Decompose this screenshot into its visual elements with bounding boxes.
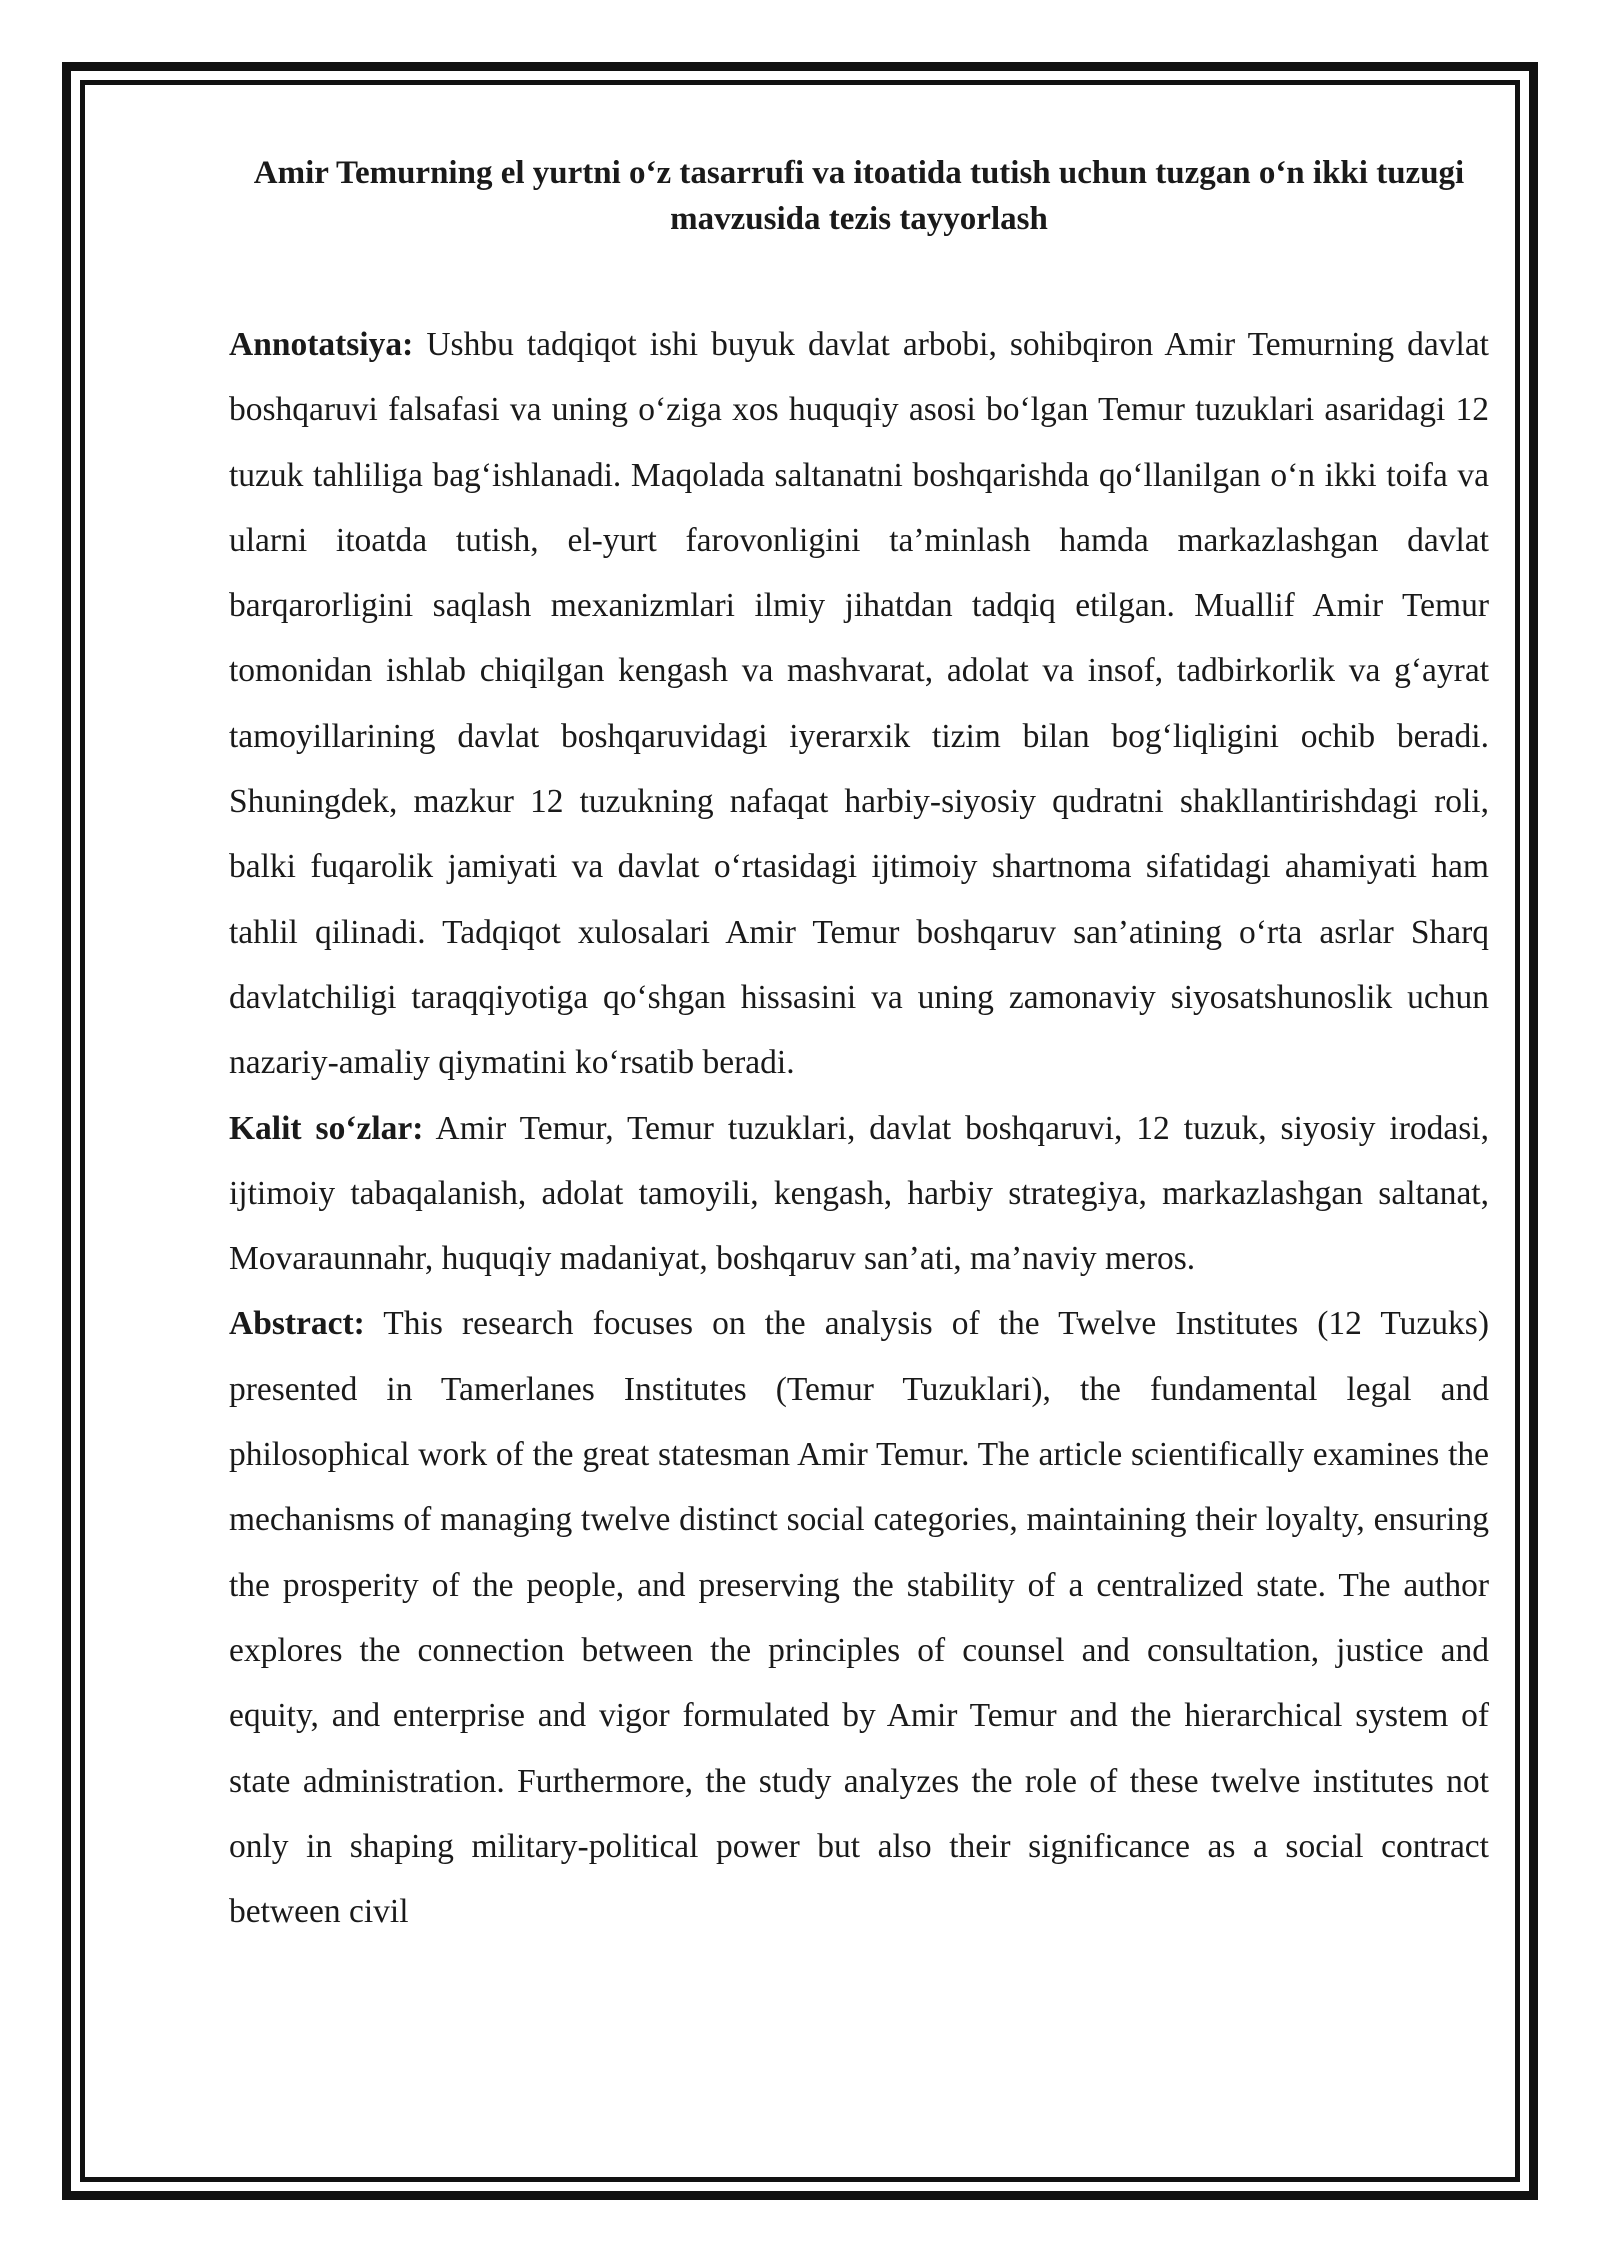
annotation-text: Ushbu tadqiqot ishi buyuk davlat arbobi, sohibqiron Amir Temurning davlat boshqaruvi falsafasi va uning o‘ziga xos huquqiy asosi bo‘lgan Temur tuzuklari asaridagi 12 tuzuk tahliliga bag‘ishlanadi. Maqolada saltanatni boshqarishda qo‘llanilgan o‘n ikki toifa va ularni itoatda tutish, el-yurt farovonligini ta’minlash hamda markazlashgan davlat barqarorligini saqlash mexanizmlari ilmiy jihatdan tadqiq etilgan. Muallif Amir Temur tomonidan ishlab chiqilgan kengash va mashvarat, adolat va insof, tadbirkorlik va g‘ayrat tamoyillarining davlat boshqaruvidagi iyerarxik tizim bilan bog‘liqligini ochib beradi. Shuningdek, mazkur 12 tuzukning nafaqat harbiy-siyosiy qudratni shakllantirishdagi roli, balki fuqarolik jamiyati va davlat o‘rtasidagi ijtimoiy shartnoma sifatidagi ahamiyati ham tahlil qilinadi. Tadqiqot xulosalari Amir Temur boshqaruv san’atining o‘rta asrlar Sharq davlatchiligi taraqqiyotiga qo‘shgan hissasini va uning zamonaviy siyosatshunoslik uchun nazariy-amaliy qiymatini ko‘rsatib beradi. — [229, 326, 1489, 1082]
document-body — [229, 150, 1489, 1944]
keywords-text: Amir Temur, Temur tuzuklari, davlat boshqaruvi, 12 tuzuk, siyosiy irodasi, ijtimoiy tabaqalanish, adolat tamoyili, kengash, harbiy strategiya, markazlashgan saltanat, Movaraunnahr, huquqiy madaniyat, boshqaruv san’ati, ma’naviy meros. — [229, 1109, 1489, 1278]
abstract-text: This research focuses on the analysis of the Twelve Institutes (12 Tuzuks) presented in Tamerlanes Institutes (Temur Tuzuklari), the fundamental legal and philosophical work of the great statesman Amir Temur. The article scientifically examines the mechanisms of managing twelve distinct social categories, maintaining their loyalty, ensuring the prosperity of the people, and preserving the stability of a centralized state. The author explores the connection between the principles of counsel and consultation, justice and equity, and enterprise and vigor formulated by Amir Temur and the hierarchical system of state administration. Furthermore, the study analyzes the role of these twelve institutes not only in shaping military-political power but also their significance as a social contract between civil — [229, 1305, 1489, 1931]
keywords-paragraph — [229, 1096, 1489, 1292]
abstract-paragraph — [229, 1291, 1489, 1944]
annotation-paragraph — [229, 312, 1489, 1096]
annotation-label: Annotatsiya: — [229, 326, 414, 363]
document-title: Amir Temurning el yurtni o‘z tasarrufi va itoatida tutish uchun tuzgan o‘n ikki tuzugi mavzusida tezis tayyorlash — [253, 155, 1465, 237]
keywords-label: Kalit so‘zlar: — [229, 1109, 424, 1147]
abstract-label: Abstract: — [229, 1305, 365, 1343]
